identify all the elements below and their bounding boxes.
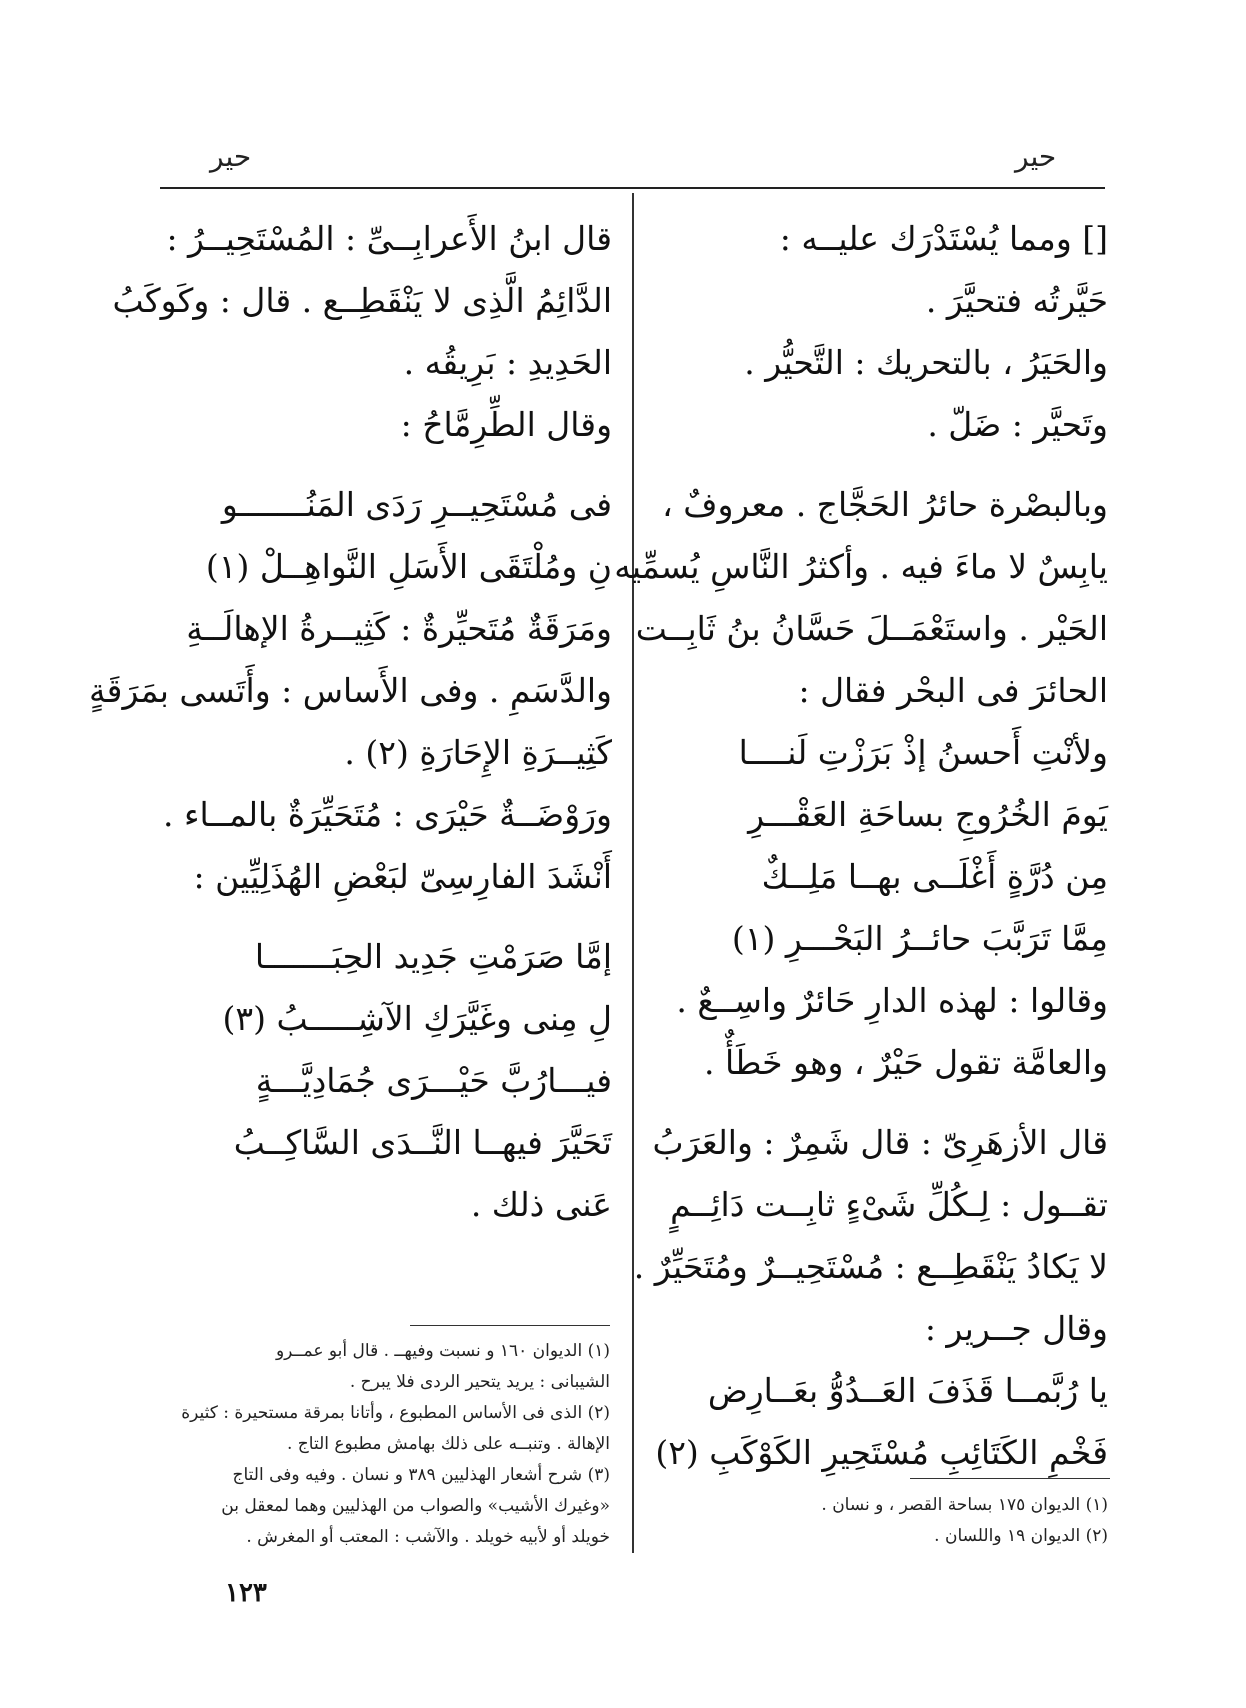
verse-line: مِن دُرَّةٍ أَغْلَــى بهــا مَلِــكٌ [761, 857, 1108, 896]
footnotes-left [165, 1336, 610, 1553]
footnote-line: الإهالة . وتنبــه على ذلك بهامش مطبوع التاج . [286, 1434, 610, 1454]
footnote-line: «وغيرك الأشيب» والصواب من الهذليين وهما لمعقل بن [221, 1496, 610, 1516]
left-column [88, 208, 612, 1236]
right-column [614, 208, 1108, 1484]
text-line: الدَّائِمُ الَّذِى لا يَنْقَطِــع . قال : وكَوكَبُ [112, 281, 612, 320]
footnote-line: (١) الديوان ١٦٠ و نسبت وفيهــ . قال أبو عمــرو [275, 1341, 610, 1361]
text-line: يابِسٌ لا ماءَ فيه . وأكثرُ النَّاسِ يُسمِّيه [614, 547, 1108, 586]
text-line: أَنْشَدَ الفارِسِىّ لبَعْضِ الهُذَلِيِّين : [193, 857, 612, 896]
verse-line: يا رُبَّمــا قَذَفَ العَــدُوُّ بعَــارِض [707, 1371, 1108, 1410]
verse-line: ولأنْتِ أَحسنُ إذْ بَرَزْتِ لَنــــا [738, 733, 1108, 772]
running-head-left: حير [210, 140, 252, 173]
text-line: والحَيَرُ ، بالتحريك : التَّحيُّر . [744, 343, 1108, 382]
footnote-rule-left [410, 1325, 610, 1326]
running-head-right: حير [1015, 140, 1057, 173]
text-line: وقال جــرير : [924, 1309, 1108, 1348]
text-line: ومَرَقَةٌ مُتَحيِّرةٌ : كَثِيــرةُ الإهالَــةِ [186, 609, 612, 648]
footnote-line: (٢) الذى فى الأساس المطبوع ، وأتانا بمرقة مستحيرة : كثيرة [181, 1403, 610, 1423]
text-line: وبالبصْرة حائرُ الحَجَّاج . معروفٌ ، [662, 485, 1108, 524]
text-line: وقال الطِّرِمَّاحُ : [400, 405, 612, 444]
footnote-line: (٢) الديوان ١٩ واللسان . [934, 1526, 1108, 1546]
text-line: الحَدِيدِ : بَرِيقُه . [403, 343, 612, 382]
column-divider [632, 193, 634, 1553]
verse-line: مِمَّا تَرَبَّبَ حائــرُ البَحْـــرِ (١) [731, 919, 1108, 958]
verse-line: لِ مِنى وغَيَّرَكِ الآشِـــــبُ (٣) [222, 999, 612, 1038]
text-line: حَيَّرتُه فتحيَّرَ . [925, 281, 1108, 320]
header-rule [160, 187, 1105, 189]
text-line: وتَحيَّر : ضَلّ . [927, 405, 1108, 444]
verse-line: تَحَيَّرَ فيهــا النَّــدَى السَّاكِــبُ [233, 1123, 612, 1162]
text-line: وقالوا : لهذه الدارِ حَائرٌ واسِــعٌ . [676, 981, 1108, 1020]
text-line: تقــول : لِـكُلِّ شَىْءٍ ثابِــت دَائِــمٍ [670, 1185, 1108, 1224]
footnote-line: الشيبانى : يريد يتحير الردى فلا يبرح . [349, 1372, 610, 1392]
text-line: الحَيْر . واستَعْمَــلَ حَسَّانُ بنُ ثَابِــت [635, 609, 1108, 648]
text-line: ورَوْضَــةٌ حَيْرَى : مُتَحَيِّرَةٌ بالمــاء . [163, 795, 612, 834]
footnote-line: خويلد أو لأبيه خويلد . والآشب : المعتب أو المغرش . [246, 1527, 610, 1547]
verse-line: يَومَ الخُرُوجِ بساحَةِ العَقْـــرِ [748, 795, 1108, 834]
footnotes-right [668, 1490, 1108, 1552]
footnote-rule-right [910, 1478, 1110, 1479]
text-line: قال الأزهَرِىّ : قال شَمِرٌ : والعَرَبُ [652, 1123, 1108, 1162]
text-line: لا يَكادُ يَنْقَطِــع : مُسْتَحِيــرٌ ومُتَحَيِّرٌ . [633, 1247, 1108, 1286]
verse-line: فيـــارُبَّ حَيْـــرَى جُمَادِيَّـــةٍ [255, 1061, 612, 1100]
page-number: ١٢٣ [225, 1578, 267, 1608]
text-line: والدَّسَمِ . وفى الأَساس : وأَتَسى بمَرَقَةٍ [88, 671, 612, 710]
footnote-line: (١) الديوان ١٧٥ بساحة القصر ، و نسان . [821, 1495, 1108, 1515]
text-line: عَنى ذلك . [470, 1185, 612, 1224]
text-line: كَثِيــرَةِ الإِحَارَةِ (٢) . [344, 733, 612, 772]
verse-line: فَخْمِ الكَتَائِبِ مُسْتَحِيرِ الكَوْكَبِ (٢) [655, 1433, 1108, 1472]
verse-line: نِ ومُلْتَقَى الأَسَلِ النَّواهِــلْ (١) [205, 547, 612, 586]
verse-line: فى مُسْتَحِيــرِ رَدَى المَنُـــــــو [221, 485, 612, 524]
text-line: قال ابنُ الأَعرابِــىِّ : المُسْتَحِيــرُ : [166, 219, 612, 258]
text-line: [] ومما يُسْتَدْرَك عليــه : [779, 219, 1108, 258]
footnote-line: (٣) شرح أشعار الهذليين ٣٨٩ و نسان . وفيه وفى التاج [232, 1465, 610, 1485]
text-line: والعامَّة تقول حَيْرٌ ، وهو خَطَأٌ . [704, 1043, 1108, 1082]
verse-line: إمَّا صَرَمْتِ جَدِيد الحِبَـــــــا [254, 937, 612, 976]
text-line: الحائرَ فى البحْر فقال : [798, 671, 1108, 710]
